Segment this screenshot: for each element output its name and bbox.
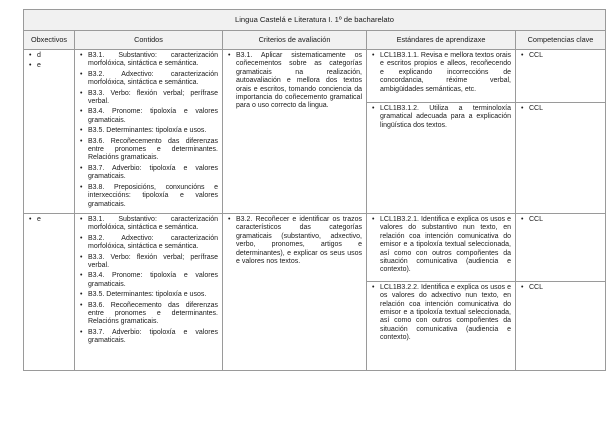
content-item: • B3.7. Adverbio: tipoloxía e valores gramaticais. — [88, 165, 218, 182]
competence-item: • CCL — [529, 105, 601, 113]
contents-cell — [75, 213, 223, 370]
objective-item: • d — [37, 52, 70, 60]
objectives-cell — [24, 213, 75, 370]
standard-item: • LCL1B3.2.1. Identifica e explica os usos e valores do substantivo nun texto, en relación coa intención comunicativa do emisor e a tipoloxía textual seleccionada, así como con outros compoñentes da situación comunicativa (audiencia e contexto). — [380, 216, 511, 275]
content-item: • B3.5. Determinantes: tipoloxía e usos. — [88, 127, 218, 135]
header-competences: Competencias clave — [516, 31, 606, 50]
content-item: • B3.5. Determinantes: tipoloxía e usos. — [88, 291, 218, 299]
table-title-row — [24, 10, 606, 31]
content-item: • B3.2. Adxectivo: caracterización morfolóxica, sintáctica e semántica. — [88, 71, 218, 88]
competence-item: • CCL — [529, 52, 601, 60]
criteria-cell — [223, 50, 367, 214]
content-item: • B3.6. Recoñecemento das diferenzas entre pronomes e determinantes. Relacións gramaticais. — [88, 302, 218, 327]
header-criteria: Criterios de avaliación — [223, 31, 367, 50]
competence-cell — [516, 50, 606, 103]
standard-cell — [367, 50, 516, 103]
criteria-cell — [223, 213, 367, 370]
standard-item: • LCL1B3.2.2. Identifica e explica os usos e os valores do adxectivo nun texto, en relación coa intención comunicativa do emisor e a tipoloxía textual seleccionada, así como con outros compoñentes da situación comunicativa (audiencia e contexto). — [380, 284, 511, 343]
objective-item: • e — [37, 216, 70, 224]
content-item: • B3.6. Recoñecemento das diferenzas entre pronomes e determinantes. Relacións gramaticais. — [88, 138, 218, 163]
competence-cell — [516, 102, 606, 213]
table-title: Lingua Castelá e Literatura I. 1º de bacharelato — [24, 10, 606, 31]
header-contents: Contidos — [75, 31, 223, 50]
table-row — [24, 50, 606, 103]
standard-cell — [367, 213, 516, 281]
objectives-cell — [24, 50, 75, 214]
content-item: • B3.4. Pronome: tipoloxía e valores gramaticais. — [88, 272, 218, 289]
curriculum-table — [23, 9, 606, 371]
competence-item: • CCL — [529, 216, 601, 224]
criterion-item: • B3.1. Aplicar sistematicamente os coñecementos sobre as categorías gramaticais na realización, autoavaliación e mellora dos textos orais e escritos, tomando conciencia da importancia do coñecemento gramatical para o uso correcto da lingua. — [236, 52, 362, 111]
header-objectives: Obxectivos — [24, 31, 75, 50]
content-item: • B3.3. Verbo: flexión verbal; perífrase verbal. — [88, 254, 218, 271]
standard-item: • LCL1B3.1.2. Utiliza a terminoloxía gramatical adecuada para a explicación lingüística dos textos. — [380, 105, 511, 130]
standard-cell — [367, 102, 516, 213]
content-item: • B3.2. Adxectivo: caracterización morfolóxica, sintáctica e semántica. — [88, 235, 218, 252]
objective-item: • e — [37, 62, 70, 70]
contents-cell — [75, 50, 223, 214]
content-item: • B3.7. Adverbio: tipoloxía e valores gramaticais. — [88, 329, 218, 346]
standard-item: • LCL1B3.1.1. Revisa e mellora textos orais e escritos propios e alleos, recoñecendo e explicando incorreccións de concordancia, réxime verbal, ambigüidades semánticas, etc. — [380, 52, 511, 94]
criterion-item: • B3.2. Recoñecer e identificar os trazos característicos das categorías gramaticais (substantivo, adxectivo, verbo, pronomes, artigos e determinantes), e explicar os seus usos e valores nos textos. — [236, 216, 362, 266]
competence-cell — [516, 281, 606, 370]
content-item: • B3.8. Preposicións, conxuncións e interxeccións: tipoloxía e valores gramaticais. — [88, 184, 218, 209]
content-item: • B3.4. Pronome: tipoloxía e valores gramaticais. — [88, 108, 218, 125]
competence-item: • CCL — [529, 284, 601, 292]
header-standards: Estándares de aprendizaxe — [367, 31, 516, 50]
content-item: • B3.3. Verbo: flexión verbal; perífrase verbal. — [88, 90, 218, 107]
competence-cell — [516, 213, 606, 281]
standard-cell — [367, 281, 516, 370]
content-item: • B3.1. Substantivo: caracterización morfolóxica, sintáctica e semántica. — [88, 52, 218, 69]
content-item: • B3.1. Substantivo: caracterización morfolóxica, sintáctica e semántica. — [88, 216, 218, 233]
table-row — [24, 213, 606, 281]
table-header-row — [24, 31, 606, 50]
